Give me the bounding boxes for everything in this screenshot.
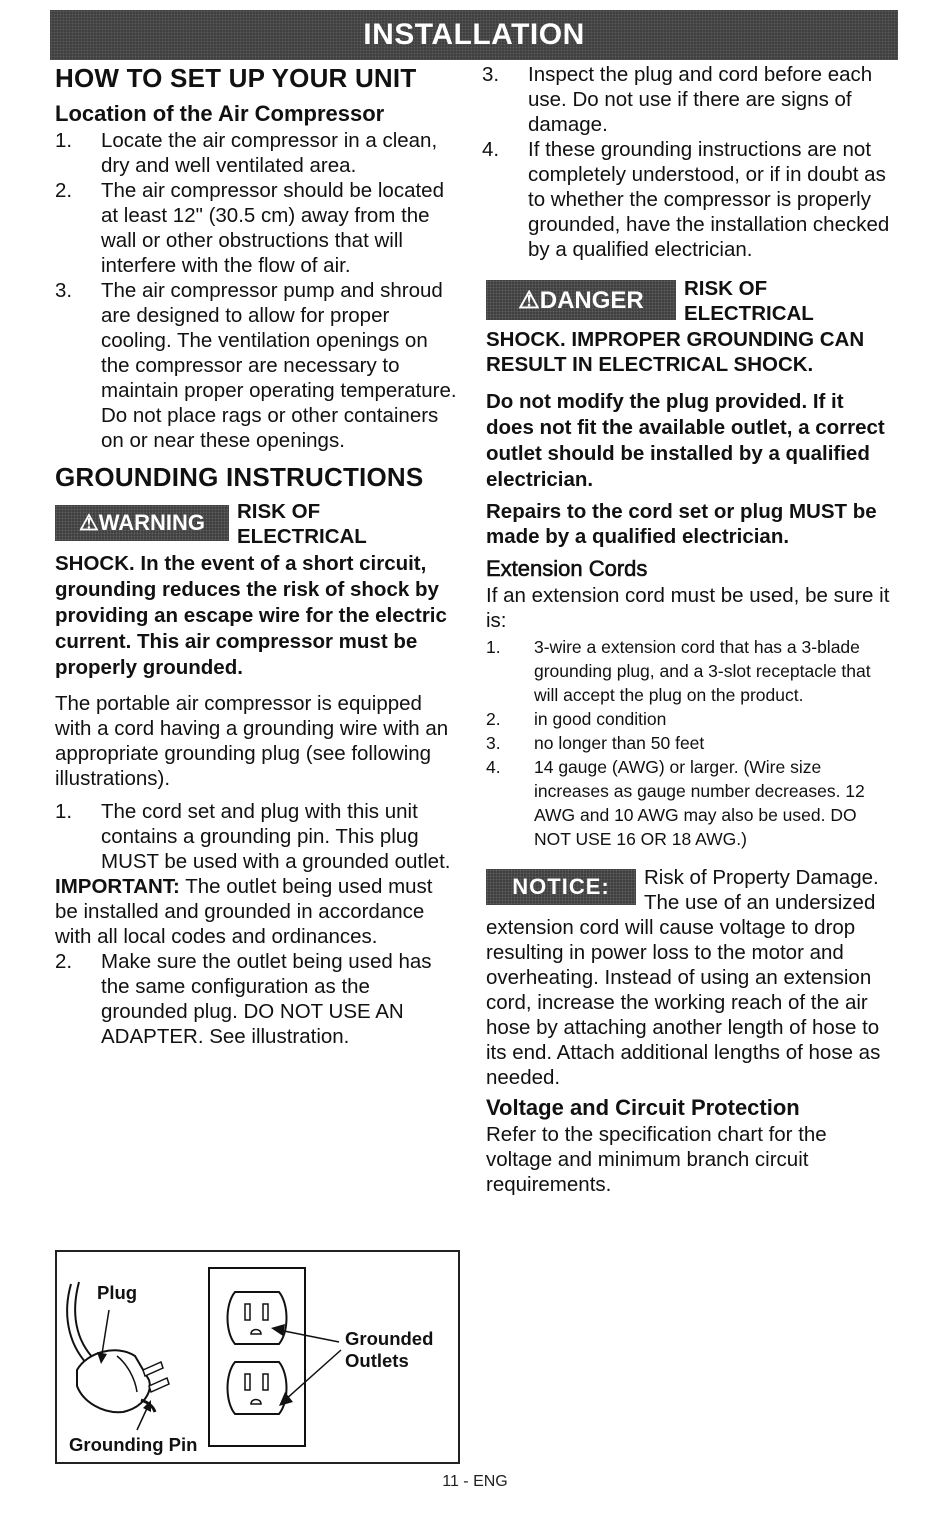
warning-text: SHOCK. In the event of a short circuit, grounding reduces the risk of shock by providing an escape wire for the electric current. This air compressor must be properly grounded. <box>55 552 447 679</box>
item-number: 3. <box>486 733 501 753</box>
item-number: 3. <box>55 279 73 302</box>
item-number: 1. <box>55 800 73 823</box>
item-text: in good condition <box>534 709 667 729</box>
warning-block <box>55 497 460 681</box>
modify-plug-text: Do not modify the plug provided. If it does not fit the available outlet, a correct outlet should be installed by a qualified electrician. <box>486 390 885 491</box>
item-number: 2. <box>55 179 73 202</box>
voltage-text: Refer to the specification chart for the voltage and minimum branch circuit requirements. <box>486 1123 827 1196</box>
extension-cords-heading: Extension Cords <box>486 556 648 581</box>
outlets-label-2: Outlets <box>345 1350 409 1371</box>
grounding-pin-label: Grounding Pin <box>69 1434 198 1455</box>
cord-list <box>55 799 460 874</box>
warning-tag: ⚠WARNING <box>55 505 229 541</box>
list-item <box>482 62 896 137</box>
item-number: 4. <box>482 138 500 161</box>
left-column <box>55 62 460 1049</box>
list-item <box>482 137 896 262</box>
danger-block <box>486 272 896 377</box>
list-item <box>55 799 460 874</box>
list-item <box>486 755 896 851</box>
page-number: 11 - ENG <box>442 1473 508 1490</box>
notice-block <box>486 865 896 1090</box>
list-item <box>55 949 460 1049</box>
item-text: 14 gauge (AWG) or larger. (Wire size increases as gauge number decreases. 12 AWG and 10 AWG may also be used. DO NOT USE 16 OR 18 AWG.) <box>534 757 865 849</box>
extension-list <box>486 635 896 851</box>
item-number: 4. <box>486 757 501 777</box>
item-number: 3. <box>482 63 500 86</box>
list-item <box>486 731 896 755</box>
important-note <box>55 874 460 949</box>
plug-outlet-diagram <box>55 1250 460 1464</box>
item-text: The cord set and plug with this unit contains a grounding pin. This plug MUST be used with a grounded outlet. <box>101 800 451 873</box>
repairs-text: Repairs to the cord set or plug MUST be made by a qualified electrician. <box>486 500 877 548</box>
right-column <box>482 62 896 1197</box>
outlet-list <box>55 949 460 1049</box>
item-text: If these grounding instructions are not completely understood, or if in doubt as to whether the compressor is properly grounded, have the installation checked by a qualified electrician. <box>528 138 890 261</box>
list-item <box>486 707 896 731</box>
danger-heading: RISK OF ELECTRICAL <box>684 277 814 325</box>
important-text: The outlet being used must be installed and grounded in accordance with all local codes and ordinances. <box>55 875 433 948</box>
outlets-label-1: Grounded <box>345 1328 434 1349</box>
warning-heading: RISK OF ELECTRICAL <box>237 500 367 548</box>
item-text: The air compressor pump and shroud are designed to allow for proper cooling. The ventilation openings on the compressor are necessary to maintain proper operating temperature. Do not place rags or other containers on or near these openings. <box>101 279 457 452</box>
location-heading: Location of the Air Compressor <box>55 101 385 126</box>
notice-tag: NOTICE: <box>486 869 636 905</box>
grounding-list-continued <box>482 62 896 262</box>
item-text: Inspect the plug and cord before each use. Do not use if there are signs of damage. <box>528 63 873 136</box>
item-text: no longer than 50 feet <box>534 733 705 753</box>
section-banner: INSTALLATION <box>50 10 898 60</box>
setup-title: HOW TO SET UP YOUR UNIT <box>55 63 417 93</box>
danger-tag: ⚠DANGER <box>486 280 676 320</box>
item-number: 1. <box>55 129 73 152</box>
list-item <box>55 128 460 178</box>
item-text: Make sure the outlet being used has the same configuration as the grounded plug. DO NOT USE AN ADAPTER. See illustration. <box>101 950 432 1048</box>
item-number: 1. <box>486 637 501 657</box>
extension-intro: If an extension cord must be used, be sure it is: <box>486 584 890 632</box>
item-text: Locate the air compressor in a clean, dry and well ventilated area. <box>101 129 438 177</box>
list-item <box>55 178 460 278</box>
item-number: 2. <box>55 950 73 973</box>
plug-label: Plug <box>97 1282 138 1303</box>
notice-text: Risk of Property Damage. The use of an undersized extension cord will cause voltage to drop resulting in power loss to the motor and overheating. Instead of using an extension cord, increase the working reach of the air hose by attaching another length of hose to its end. Attach additional lengths of hose as needed. <box>486 866 881 1089</box>
item-text: 3-wire a extension cord that has a 3-blade grounding plug, and a 3-slot receptacle that will accept the plug on the product. <box>534 637 871 705</box>
item-text: The air compressor should be located at least 12" (30.5 cm) away from the wall or other obstructions that will interfere with the flow of air. <box>101 179 444 277</box>
item-number: 2. <box>486 709 501 729</box>
grounding-title: GROUNDING INSTRUCTIONS <box>55 462 424 492</box>
danger-text: SHOCK. IMPROPER GROUNDING CAN RESULT IN ELECTRICAL SHOCK. <box>486 328 865 376</box>
list-item <box>486 635 896 707</box>
list-item <box>55 278 460 453</box>
voltage-heading: Voltage and Circuit Protection <box>486 1095 800 1120</box>
location-list <box>55 128 460 453</box>
portable-text: The portable air compressor is equipped with a cord having a grounding wire with an appropriate grounding plug (see following illustrations). <box>55 692 449 790</box>
important-label: IMPORTANT: <box>55 875 180 898</box>
